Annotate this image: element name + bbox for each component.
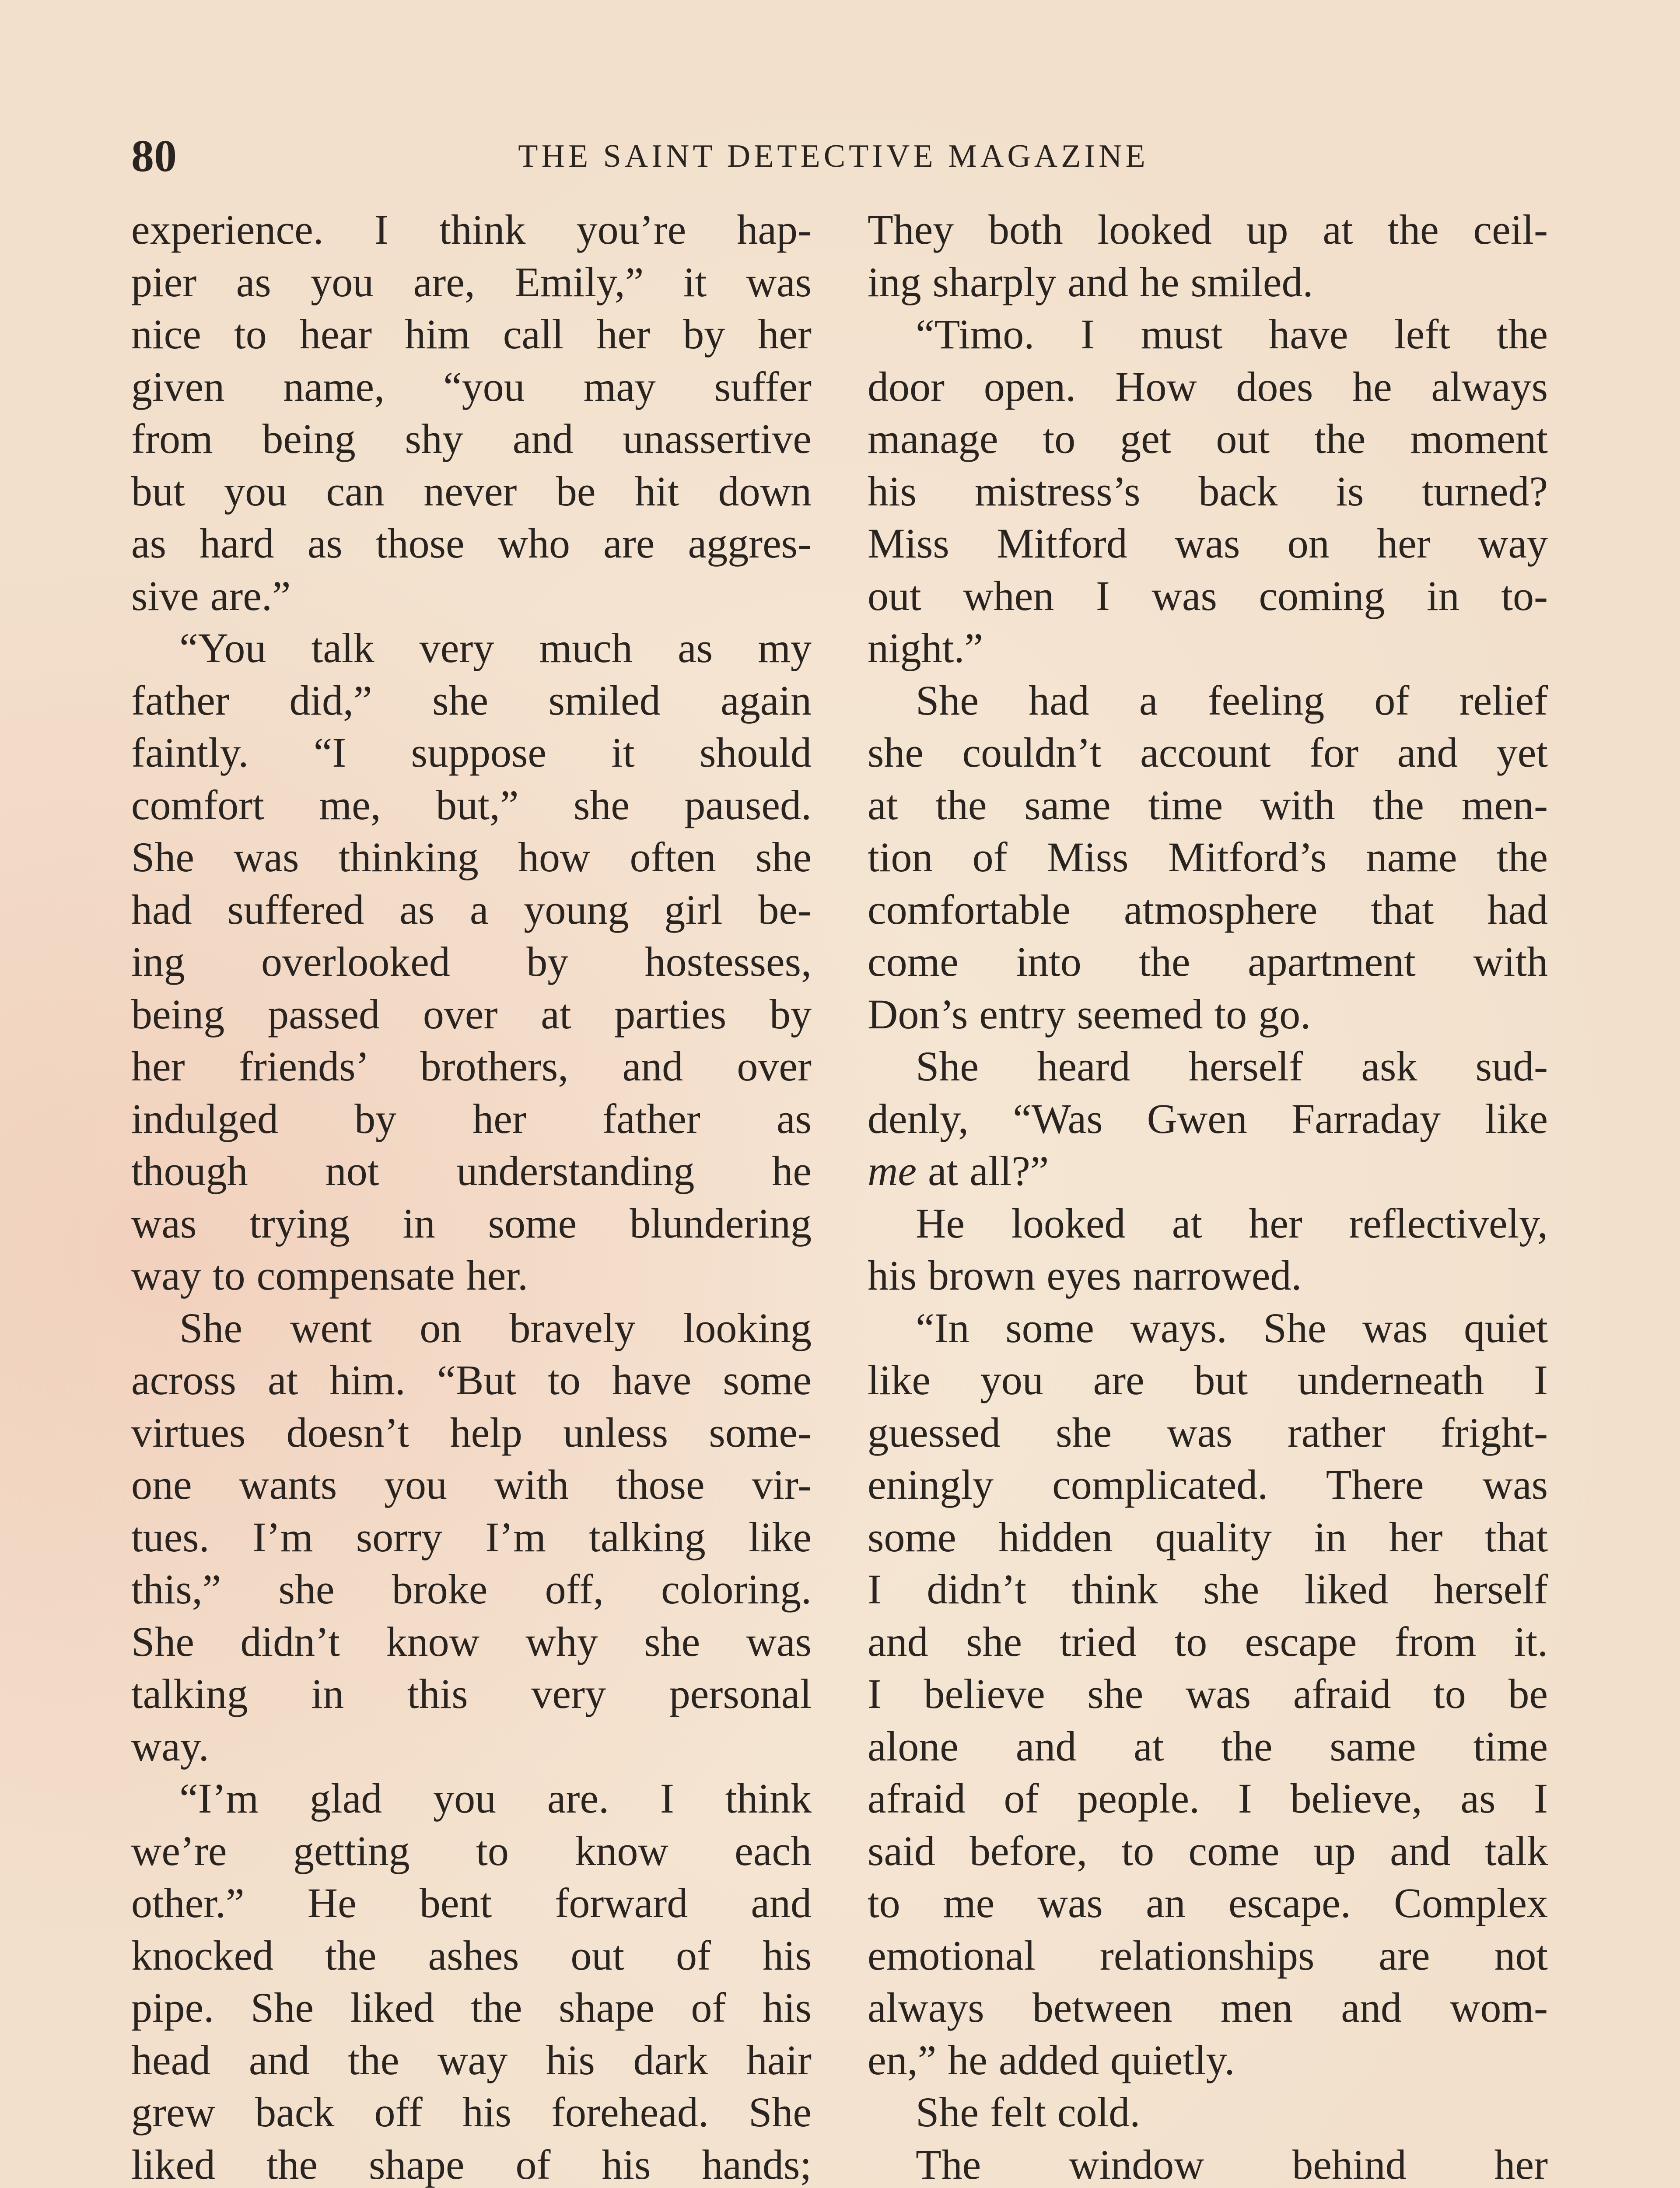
text-line: She was thinking how often she <box>131 834 812 880</box>
text-line: some hidden quality in her that <box>868 1513 1548 1560</box>
text-line: I believe she was afraid to be <box>868 1670 1548 1717</box>
text-line: at the same time with the men- <box>868 781 1548 828</box>
text-line: as hard as those who are aggres- <box>131 520 812 567</box>
text-line: eningly complicated. There was <box>868 1461 1548 1508</box>
text-line: She had a feeling of relief <box>916 677 1548 724</box>
text-line: across at him. “But to have some <box>131 1357 812 1403</box>
text-line: was trying in some blundering <box>131 1199 812 1247</box>
text-line: Don’s entry seemed to go. <box>868 990 1311 1038</box>
right-text-column <box>868 203 1548 2188</box>
running-head: THE SAINT DETECTIVE MAGAZINE <box>518 138 1149 174</box>
text-line: being passed over at parties by <box>131 990 812 1038</box>
text-line: had suffered as a young girl be- <box>131 886 812 933</box>
text-line: alone and at the same time <box>868 1722 1548 1770</box>
text-line: talking in this very personal <box>131 1670 812 1717</box>
text-line: faintly. “I suppose it should <box>131 729 812 776</box>
text-line: I didn’t think she liked herself <box>868 1566 1548 1613</box>
text-line: but you can never be hit down <box>131 467 812 515</box>
text-line: we’re getting to know each <box>131 1827 812 1874</box>
italic-word: me <box>868 1147 917 1194</box>
text-line: “You talk very much as my <box>179 624 812 671</box>
text-line: said before, to come up and talk <box>868 1827 1548 1874</box>
text-line: me at all?” <box>868 1147 1049 1194</box>
text-line: Miss Mitford was on her way <box>868 520 1548 567</box>
text-line: tues. I’m sorry I’m talking like <box>131 1513 812 1560</box>
text-line: to me was an escape. Complex <box>868 1879 1548 1926</box>
text-line: She went on bravely looking <box>179 1304 812 1351</box>
text-line: come into the apartment with <box>868 938 1548 985</box>
text-line: en,” he added quietly. <box>868 2036 1235 2083</box>
text-line: father did,” she smiled again <box>131 677 812 724</box>
text-line: tion of Miss Mitford’s name the <box>868 834 1548 880</box>
text-line: other.” He bent forward and <box>131 1879 812 1926</box>
text-line: comfortable atmosphere that had <box>868 886 1548 933</box>
text-line: She felt cold. <box>916 2089 1141 2135</box>
text-line: from being shy and unassertive <box>131 415 812 462</box>
text-line: “Timo. I must have left the <box>916 311 1548 358</box>
text-line: this,” she broke off, coloring. <box>131 1566 812 1613</box>
page-header <box>131 128 1536 185</box>
text-line: ing sharply and he smiled. <box>868 258 1313 305</box>
text-line: He looked at her reflectively, <box>916 1199 1548 1247</box>
text-line: grew back off his forehead. She <box>131 2089 812 2135</box>
text-line: her friends’ brothers, and over <box>131 1043 812 1090</box>
text-line: afraid of people. I believe, as I <box>868 1775 1548 1822</box>
text-line: way. <box>131 1722 209 1770</box>
text-line: “I’m glad you are. I think <box>179 1775 812 1822</box>
text-line: door open. How does he always <box>868 363 1548 410</box>
text-line: sive are.” <box>131 572 291 619</box>
text-line: his mistress’s back is turned? <box>868 467 1548 515</box>
text-line: like you are but underneath I <box>868 1357 1548 1403</box>
text-line: one wants you with those vir- <box>131 1461 812 1508</box>
text-line: given name, “you may suffer <box>131 363 812 410</box>
text-line: guessed she was rather fright- <box>868 1409 1548 1456</box>
text-line: virtues doesn’t help unless some- <box>131 1409 812 1456</box>
text-line: “In some ways. She was quiet <box>916 1304 1548 1351</box>
text-line: pier as you are, Emily,” it was <box>131 258 812 305</box>
text-line: head and the way his dark hair <box>131 2036 812 2083</box>
text-line: experience. I think you’re hap- <box>131 206 812 253</box>
text-line: knocked the ashes out of his <box>131 1932 812 1979</box>
text-line: though not understanding he <box>131 1147 812 1194</box>
text-line: pipe. She liked the shape of his <box>131 1984 812 2031</box>
text-line: denly, “Was Gwen Farraday like <box>868 1095 1548 1142</box>
left-text-column <box>131 203 812 2188</box>
page-number: 80 <box>131 131 177 181</box>
text-line: nice to hear him call her by her <box>131 311 812 358</box>
text-line: manage to get out the moment <box>868 415 1548 462</box>
text-line: She heard herself ask sud- <box>916 1043 1548 1090</box>
text-line: and she tried to escape from it. <box>868 1618 1548 1665</box>
text-line: emotional relationships are not <box>868 1932 1548 1979</box>
text-line: way to compensate her. <box>131 1252 528 1299</box>
text-line: night.” <box>868 624 983 671</box>
text-line: comfort me, but,” she paused. <box>131 781 812 828</box>
text-line: The window behind her <box>916 2141 1548 2188</box>
text-line: his brown eyes narrowed. <box>868 1252 1302 1299</box>
text-line: she couldn’t account for and yet <box>868 729 1548 776</box>
text-line: liked the shape of his hands; <box>131 2141 812 2188</box>
text-line: indulged by her father as <box>131 1095 812 1142</box>
text-line: always between men and wom- <box>868 1984 1548 2031</box>
text-line: They both looked up at the ceil- <box>868 206 1548 253</box>
text-line: She didn’t know why she was <box>131 1618 812 1665</box>
text-line: ing overlooked by hostesses, <box>131 938 812 985</box>
text-line: out when I was coming in to- <box>868 572 1548 619</box>
